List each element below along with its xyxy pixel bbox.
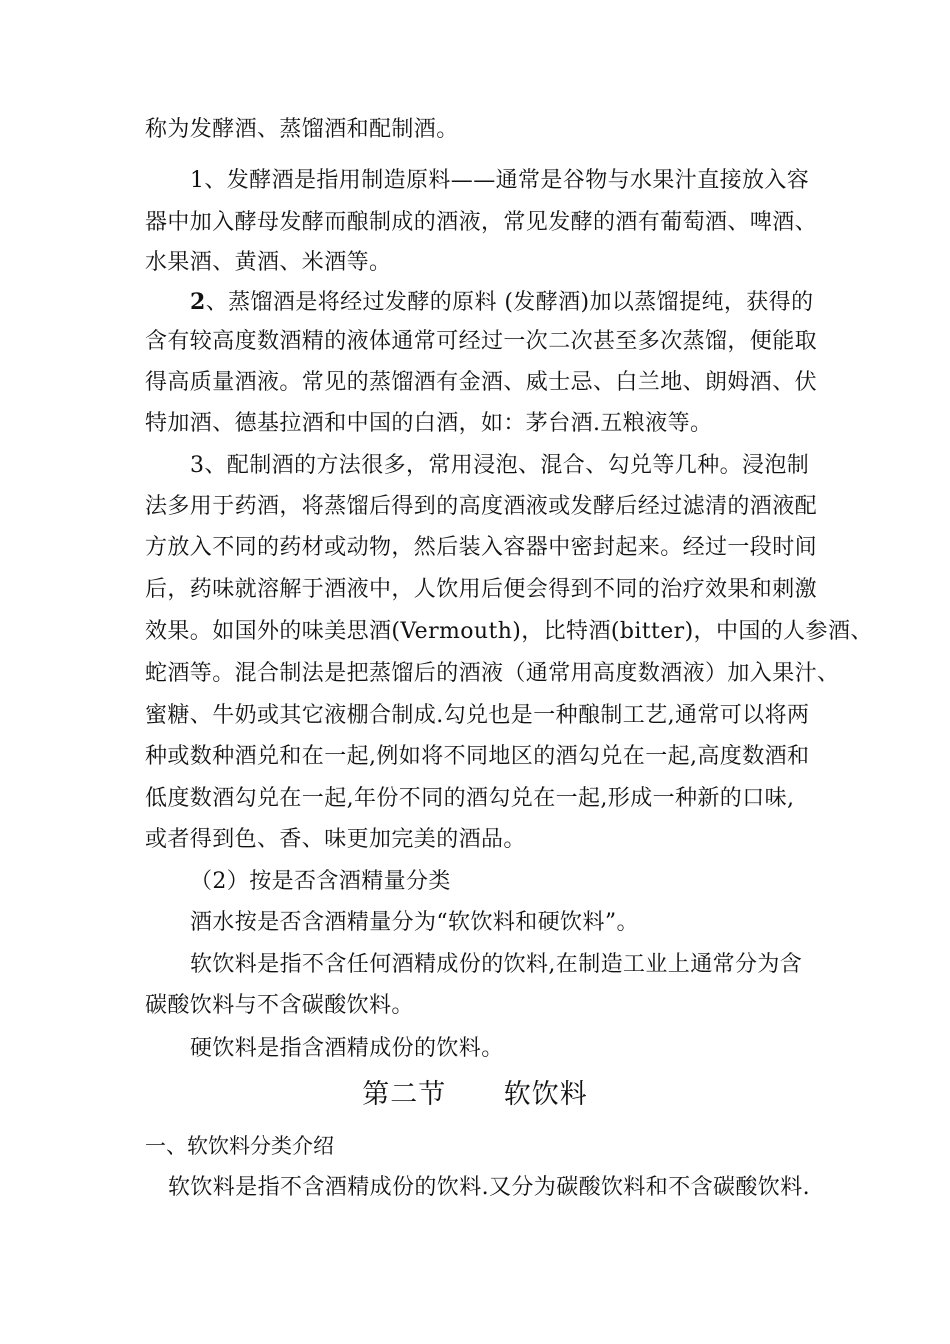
paragraph-line: 蜜糖、牛奶或其它液棚合制成.勾兑也是一种酿制工艺,通常可以将两 xyxy=(145,703,810,728)
paragraph-text: 、蒸馏酒是将经过发酵的原料 (发酵酒)加以蒸馏提纯，获得的 xyxy=(205,290,814,315)
paragraph-line: 硬饮料是指含酒精成份的饮料。 xyxy=(190,1036,504,1061)
paragraph-line: 1、发酵酒是指用制造原料——通常是谷物与水果汁直接放入容 xyxy=(190,168,810,193)
paragraph-line: 或者得到色、香、味更加完美的酒品。 xyxy=(145,827,526,852)
subheading: 一、软饮料分类介绍 xyxy=(145,1134,334,1158)
paragraph-line: 得高质量酒液。常见的蒸馏酒有金酒、威士忌、白兰地、朗姆酒、伏 xyxy=(145,370,818,395)
item-number: 2 xyxy=(190,289,206,315)
paragraph-line: 器中加入酵母发酵而酿制成的酒液，常见发酵的酒有葡萄酒、啤酒、 xyxy=(145,210,818,235)
paragraph-line: 称为发酵酒、蒸馏酒和配制酒。 xyxy=(145,117,459,142)
section-title: 第二节 软饮料 xyxy=(362,1079,588,1110)
paragraph-line: 碳酸饮料与不含碳酸饮料。 xyxy=(145,993,414,1018)
paragraph-line: 种或数种酒兑和在一起,例如将不同地区的酒勾兑在一起,高度数酒和 xyxy=(145,744,810,769)
paragraph-line: 3、配制酒的方法很多，常用浸泡、混合、勾兑等几种。浸泡制 xyxy=(190,453,810,478)
paragraph-line: 软饮料是指不含酒精成份的饮料.又分为碳酸饮料和不含碳酸饮料. xyxy=(168,1175,810,1200)
paragraph-line: 后，药味就溶解于酒液中，人饮用后便会得到不同的治疗效果和刺激 xyxy=(145,577,818,602)
paragraph-line: 法多用于药酒，将蒸馏后得到的高度酒液或发酵后经过滤清的酒液配 xyxy=(145,494,818,519)
paragraph-line: （2）按是否含酒精量分类 xyxy=(190,869,451,894)
paragraph-line: 软饮料是指不含任何酒精成份的饮料,在制造工业上通常分为含 xyxy=(190,952,803,977)
paragraph-line: 方放入不同的药材或动物，然后装入容器中密封起来。经过一段时间 xyxy=(145,535,818,560)
paragraph-line: 酒水按是否含酒精量分为“软饮料和硬饮料”。 xyxy=(190,910,639,935)
paragraph-line: 蛇酒等。混合制法是把蒸馏后的酒液（通常用高度数酒液）加入果汁、 xyxy=(145,661,840,686)
paragraph-line: 水果酒、黄酒、米酒等。 xyxy=(145,250,392,275)
paragraph-line: 含有较高度数酒精的液体通常可经过一次二次甚至多次蒸馏，便能取 xyxy=(145,329,818,354)
paragraph-line: 效果。如国外的味美思酒(Vermouth)，比特酒(bitter)，中国的人参酒、 xyxy=(145,619,873,644)
paragraph-line: 特加酒、德基拉酒和中国的白酒，如：茅台酒.五粮液等。 xyxy=(145,411,713,436)
paragraph-line: 低度数酒勾兑在一起,年份不同的酒勾兑在一起,形成一种新的口味, xyxy=(145,786,795,811)
paragraph-line xyxy=(190,287,813,318)
